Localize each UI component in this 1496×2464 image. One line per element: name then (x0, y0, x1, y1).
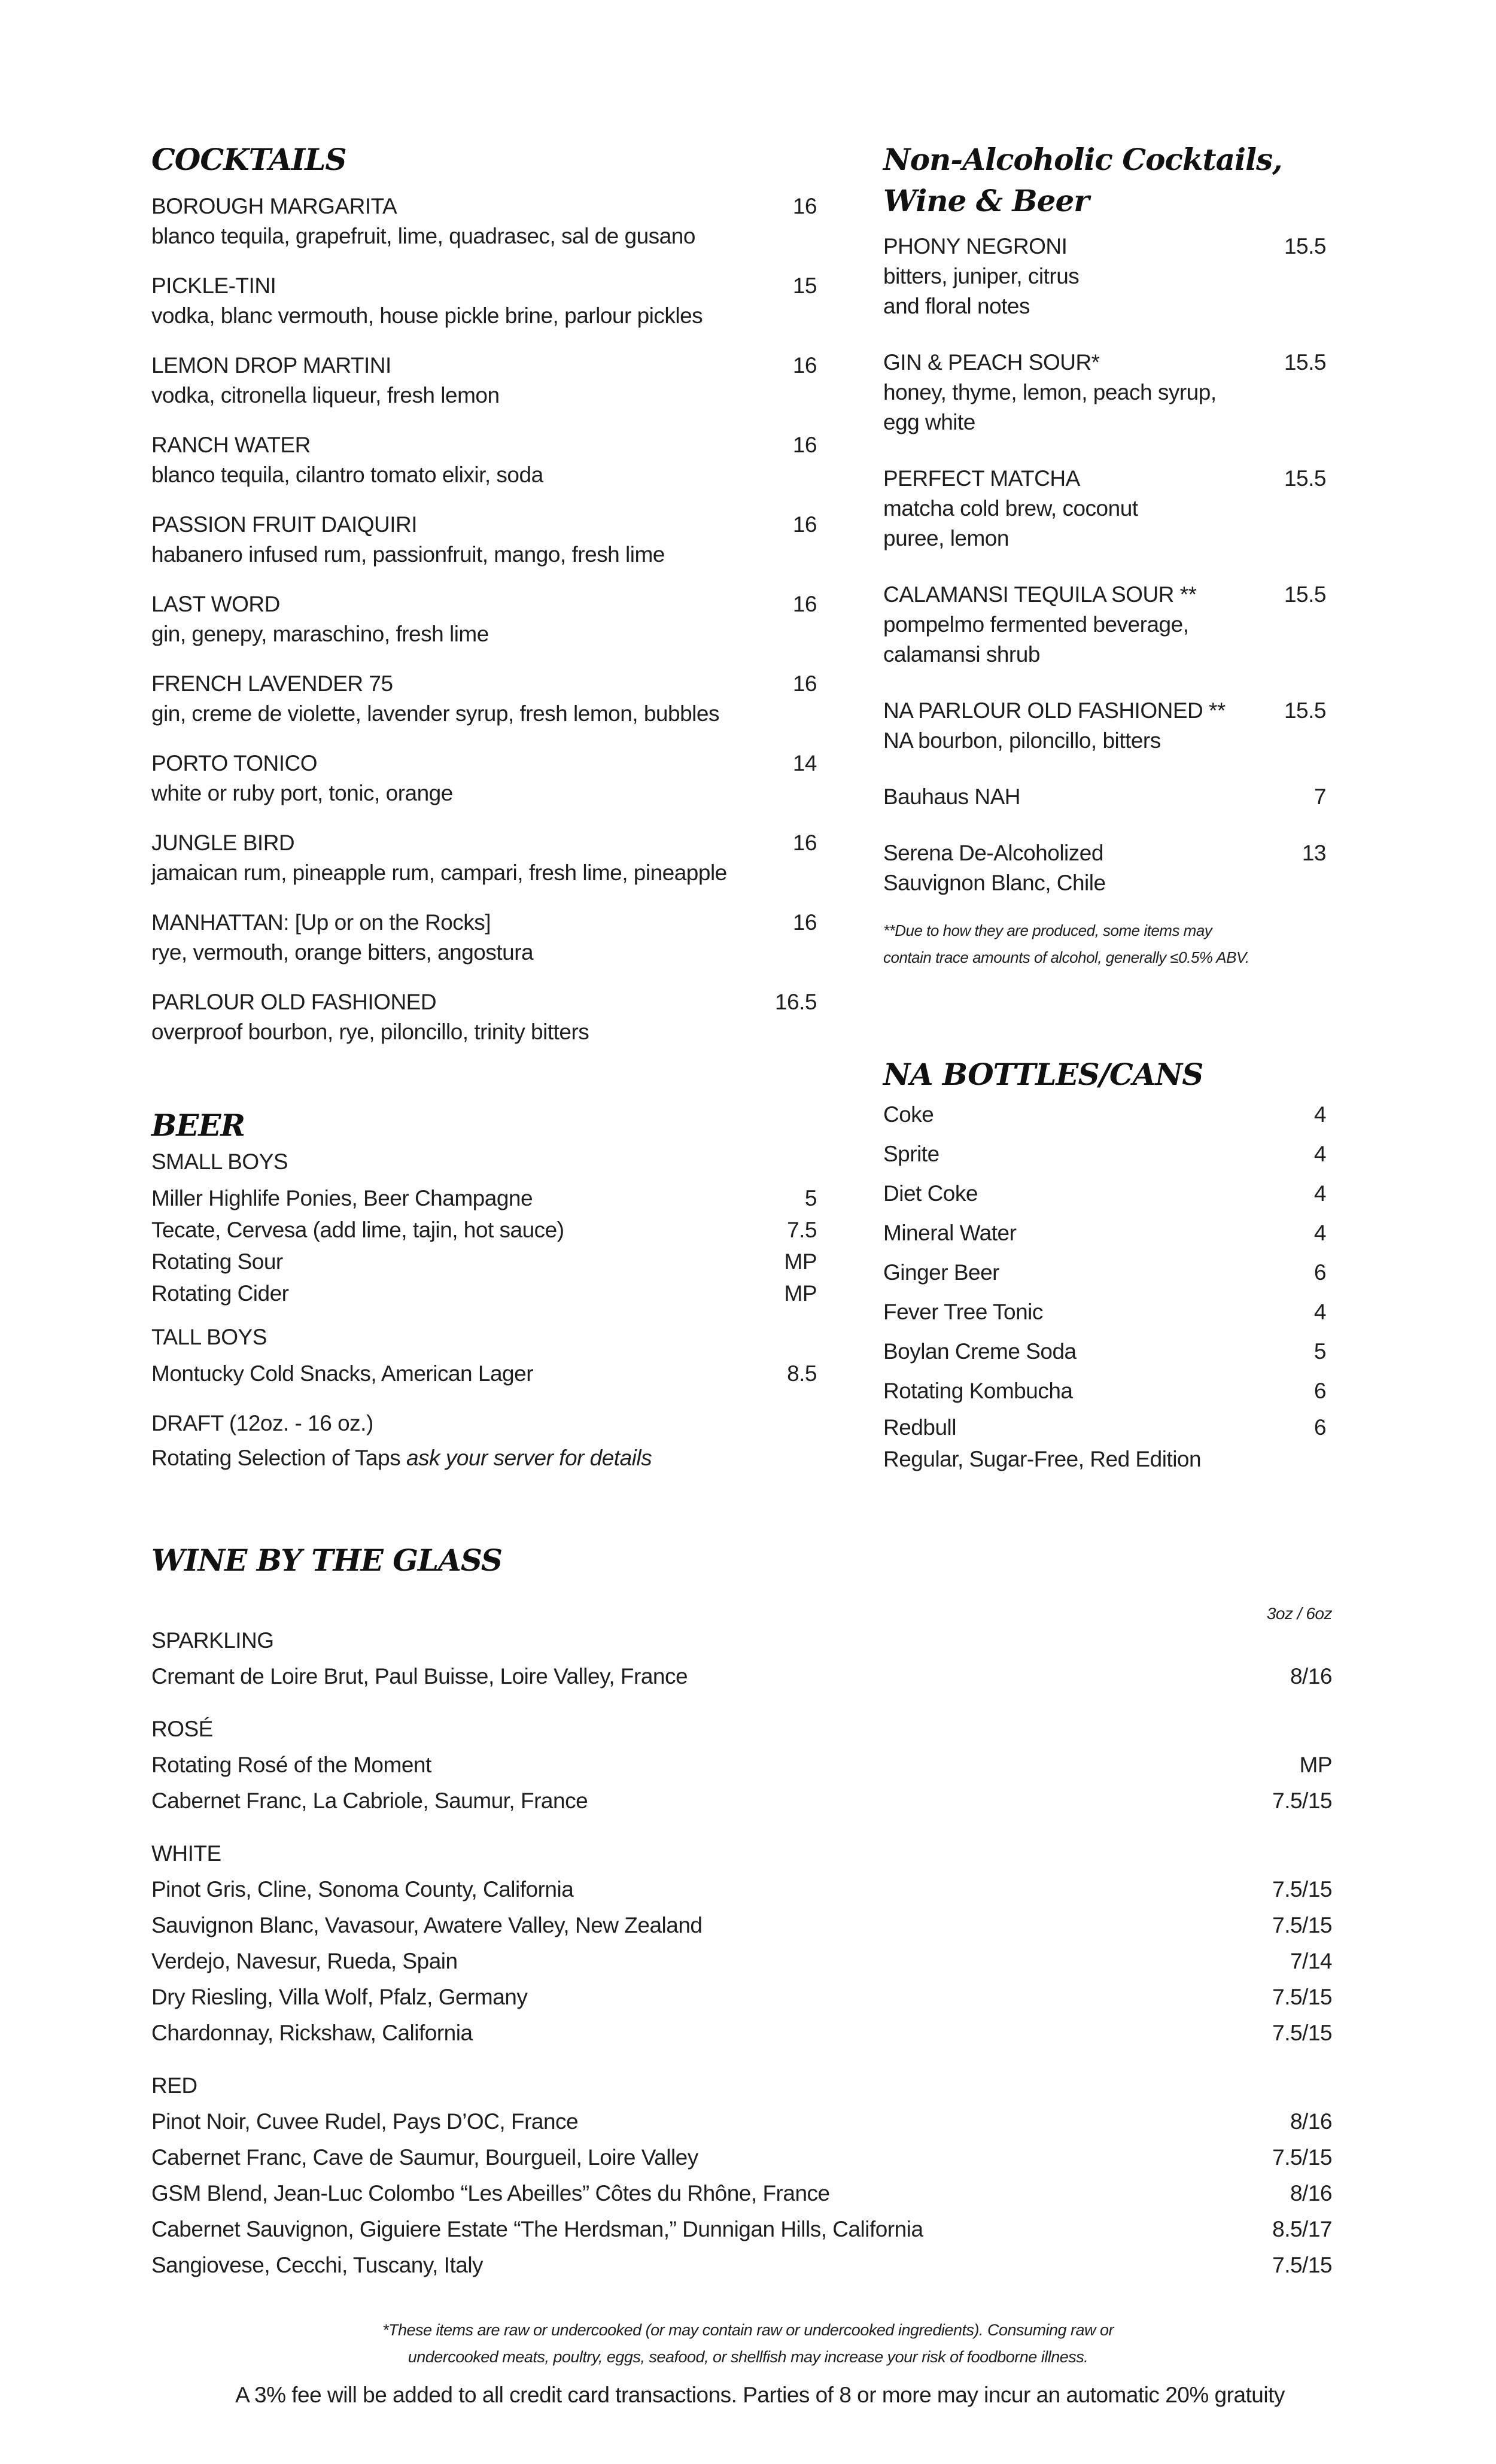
item-name: GSM Blend, Jean-Luc Colombo “Les Abeilles” Côtes du Rhône, France (151, 2181, 830, 2206)
tall-boys-list (151, 1358, 817, 1389)
item-name: Boylan Creme Soda (883, 1339, 1077, 1364)
redbull-options: Regular, Sugar-Free, Red Edition (883, 1447, 1202, 1471)
item-description-line: Sauvignon Blanc, Chile (883, 871, 1106, 895)
cocktail-item (151, 510, 817, 589)
item-description: rye, vermouth, orange bitters, angostura (151, 940, 534, 965)
item-price: 16 (792, 831, 817, 855)
menu-item-row (883, 580, 1326, 610)
item-price: 15.5 (1284, 466, 1326, 491)
item-description: white or ruby port, tonic, orange (151, 781, 453, 805)
item-price: 5 (804, 1186, 817, 1210)
item-description-line: puree, lemon (883, 526, 1009, 550)
heading-line: Wine & Beer (883, 183, 1089, 218)
na-cocktails-section (883, 139, 1326, 971)
item-price: 8/16 (1290, 1664, 1332, 1689)
item-name: GIN & PEACH SOUR* (883, 350, 1100, 375)
tall-boys-label: TALL BOYS (151, 1325, 267, 1349)
item-price: 7 (1313, 784, 1326, 809)
menu-item-row (883, 1213, 1326, 1253)
menu-item-row (151, 2140, 1332, 2176)
cocktail-item (151, 191, 817, 271)
draft-text (151, 1442, 817, 1474)
cocktail-item (151, 589, 817, 669)
na-cocktails-heading (883, 139, 1326, 221)
item-price: 16 (792, 512, 817, 537)
item-name: PERFECT MATCHA (883, 466, 1080, 491)
item-name: FRENCH LAVENDER 75 (151, 671, 393, 696)
item-name: NA PARLOUR OLD FASHIONED ** (883, 698, 1226, 723)
item-name: Sauvignon Blanc, Vavasour, Awatere Valley, New Zealand (151, 1913, 703, 1937)
menu-item-row (151, 1358, 817, 1389)
item-price: 14 (792, 751, 817, 775)
menu-item-row (151, 1747, 1332, 1783)
item-price: 7.5/15 (1272, 2253, 1332, 2277)
item-price: 16 (792, 353, 817, 378)
item-description: blanco tequila, cilantro tomato elixir, soda (151, 463, 543, 487)
item-price: 7.5/15 (1272, 1788, 1332, 1813)
menu-item-row (883, 464, 1326, 494)
menu-item-row (151, 2247, 1332, 2283)
item-name: Cabernet Franc, La Cabriole, Saumur, France (151, 1788, 588, 1813)
warning-line: undercooked meats, poultry, eggs, seafood, or shellfish may increase your risk of foodborne illness. (408, 2348, 1088, 2366)
cocktail-item (151, 351, 817, 430)
item-description-line: honey, thyme, lemon, peach syrup, (883, 380, 1217, 404)
item-description: habanero infused rum, passionfruit, mango, fresh lime (151, 542, 665, 567)
na-cocktail-item (883, 838, 1326, 898)
item-name: PHONY NEGRONI (883, 234, 1068, 258)
item-description-line: and floral notes (883, 294, 1030, 318)
small-boys-label: SMALL BOYS (151, 1149, 288, 1174)
na-cocktail-item (883, 232, 1326, 321)
item-description-line: egg white (883, 410, 975, 434)
item-name: BOROUGH MARGARITA (151, 194, 397, 218)
menu-item-row (151, 669, 817, 699)
cocktail-item (151, 669, 817, 749)
menu-item-row (151, 749, 817, 778)
menu-item-row (883, 232, 1326, 261)
item-name: Rotating Cider (151, 1281, 289, 1306)
item-description: jamaican rum, pineapple rum, campari, fresh lime, pineapple (151, 860, 727, 885)
na-cocktail-item (883, 580, 1326, 670)
item-price: 7.5/15 (1272, 1913, 1332, 1937)
beer-section (151, 1105, 817, 1474)
wine-group (151, 1711, 1332, 1819)
item-name: Fever Tree Tonic (883, 1300, 1043, 1324)
na-cocktails-list (883, 232, 1326, 898)
item-price: 13 (1302, 841, 1326, 865)
item-price: 7.5/15 (1272, 2145, 1332, 2170)
menu-item-row (151, 1246, 817, 1277)
item-name: JUNGLE BIRD (151, 831, 295, 855)
menu-item-row (883, 1411, 1326, 1444)
item-name: Miller Highlife Ponies, Beer Champagne (151, 1186, 533, 1210)
item-price: 7/14 (1290, 1949, 1332, 1973)
item-price: 7.5 (787, 1218, 817, 1242)
na-cocktail-item (883, 348, 1326, 437)
item-name: Sprite (883, 1142, 939, 1166)
item-name: Cremant de Loire Brut, Paul Buisse, Loire Valley, France (151, 1664, 688, 1689)
item-name: Sangiovese, Cecchi, Tuscany, Italy (151, 2253, 484, 2277)
menu-item-row (151, 589, 817, 619)
item-name: RANCH WATER (151, 433, 311, 457)
menu-item-row (883, 838, 1326, 868)
item-name: Montucky Cold Snacks, American Lager (151, 1361, 534, 1386)
menu-item-row (883, 1253, 1326, 1292)
item-name: Serena De-Alcoholized (883, 841, 1103, 865)
menu-item-row (883, 1371, 1326, 1411)
item-price: 15.5 (1284, 350, 1326, 375)
menu-item-row (151, 1783, 1332, 1819)
item-price: 15.5 (1284, 582, 1326, 607)
small-boys-list (151, 1182, 817, 1309)
item-name: Pinot Gris, Cline, Sonoma County, California (151, 1877, 574, 1902)
item-description: blanco tequila, grapefruit, lime, quadrasec, sal de gusano (151, 224, 695, 248)
menu-item-row (151, 1659, 1332, 1695)
item-price: 6 (1313, 1415, 1326, 1440)
note-line: contain trace amounts of alcohol, generally ≤0.5% ABV. (883, 948, 1249, 966)
item-description: gin, creme de violette, lavender syrup, fresh lemon, bubbles (151, 701, 719, 726)
item-price: 16 (792, 194, 817, 218)
heading-line: Non-Alcoholic Cocktails, (883, 142, 1282, 177)
item-name: PORTO TONICO (151, 751, 318, 775)
menu-item-row (151, 2015, 1332, 2051)
item-name: PARLOUR OLD FASHIONED (151, 990, 437, 1014)
item-description: vodka, citronella liqueur, fresh lemon (151, 383, 500, 407)
item-price: 7.5/15 (1272, 1985, 1332, 2009)
item-price: 4 (1313, 1221, 1326, 1245)
cocktail-item (151, 908, 817, 987)
cocktail-item (151, 987, 817, 1067)
item-name: CALAMANSI TEQUILA SOUR ** (883, 582, 1197, 607)
menu-item-row (151, 2176, 1332, 2211)
menu-item-row (151, 1277, 817, 1309)
item-price: 15 (792, 273, 817, 298)
item-price: 4 (1313, 1142, 1326, 1166)
menu-item-row (151, 1943, 1332, 1979)
menu-item-row (883, 348, 1326, 378)
wine-size-label: 3oz / 6oz (1266, 1604, 1332, 1623)
wine-section (151, 1540, 1332, 2300)
item-description-line: pompelmo fermented beverage, (883, 612, 1189, 637)
item-price: 15.5 (1284, 698, 1326, 723)
item-name: Cabernet Sauvignon, Giguiere Estate “The Herdsman,” Dunnigan Hills, California (151, 2217, 923, 2241)
item-price: MP (784, 1281, 817, 1306)
wine-group-label: WHITE (151, 1841, 221, 1866)
menu-item-row (883, 1292, 1326, 1332)
wine-group-label: RED (151, 2073, 197, 2098)
cocktail-item (151, 271, 817, 351)
menu-item-row (151, 1872, 1332, 1908)
wine-heading: WINE BY THE GLASS (151, 1543, 502, 1578)
menu-item-row (151, 1979, 1332, 2015)
cocktails-heading: COCKTAILS (151, 142, 346, 177)
item-price: 5 (1313, 1339, 1326, 1364)
item-description-line: matcha cold brew, coconut (883, 496, 1138, 521)
menu-item-row (151, 271, 817, 301)
item-name: PICKLE-TINI (151, 273, 276, 298)
item-price: MP (1299, 1753, 1332, 1777)
menu-item-row (883, 1332, 1326, 1371)
menu-item-row (151, 987, 817, 1017)
item-name: PASSION FRUIT DAIQUIRI (151, 512, 418, 537)
na-bottles-list (883, 1095, 1326, 1444)
item-name: Cabernet Franc, Cave de Saumur, Bourgueil, Loire Valley (151, 2145, 698, 2170)
item-price: 6 (1313, 1379, 1326, 1403)
item-description-line: calamansi shrub (883, 642, 1040, 667)
menu-item-row (151, 1182, 817, 1214)
item-name: Dry Riesling, Villa Wolf, Pfalz, Germany (151, 1985, 528, 2009)
cocktail-item (151, 828, 817, 908)
item-description: gin, genepy, maraschino, fresh lime (151, 622, 489, 646)
item-price: 15.5 (1284, 234, 1326, 258)
item-name: Mineral Water (883, 1221, 1017, 1245)
item-name: Redbull (883, 1415, 956, 1440)
menu-item-row (151, 1214, 817, 1246)
fee-notice: A 3% fee will be added to all credit card transactions. Parties of 8 or more may incur an automatic 20% gratuity (235, 2383, 1285, 2407)
wine-group (151, 1623, 1332, 1695)
menu-item-row (883, 1174, 1326, 1213)
beer-heading: BEER (151, 1108, 245, 1143)
item-price: 4 (1313, 1300, 1326, 1324)
item-price: 16 (792, 433, 817, 457)
na-cocktail-item (883, 782, 1326, 812)
item-description-line: NA bourbon, piloncillo, bitters (883, 728, 1161, 753)
item-name: Tecate, Cervesa (add lime, tajin, hot sauce) (151, 1218, 564, 1242)
menu-item-row (151, 191, 817, 221)
warning-line: *These items are raw or undercooked (or may contain raw or undercooked ingredients). Consuming raw or (382, 2321, 1114, 2339)
menu-item-row (883, 782, 1326, 812)
menu-item-row (883, 1095, 1326, 1134)
item-name: Verdejo, Navesur, Rueda, Spain (151, 1949, 458, 1973)
item-price: 7.5/15 (1272, 2021, 1332, 2045)
item-price: 16 (792, 910, 817, 935)
cocktail-item (151, 430, 817, 510)
na-cocktail-item (883, 464, 1326, 553)
item-price: 16 (792, 592, 817, 616)
item-price: 6 (1313, 1260, 1326, 1285)
item-name: Diet Coke (883, 1181, 978, 1206)
cocktail-item (151, 749, 817, 828)
draft-note: ask your server for details (406, 1446, 652, 1470)
item-price: 8/16 (1290, 2109, 1332, 2134)
item-price: 8.5 (787, 1361, 817, 1386)
item-price: 4 (1313, 1181, 1326, 1206)
item-price: 16 (792, 671, 817, 696)
menu-item-row (151, 430, 817, 460)
menu-item-row (151, 908, 817, 938)
menu-item-row (151, 510, 817, 540)
item-name: LAST WORD (151, 592, 280, 616)
item-price: 4 (1313, 1102, 1326, 1127)
item-name: Rotating Sour (151, 1249, 283, 1274)
na-bottles-section (883, 1054, 1326, 1477)
menu-item-row (151, 828, 817, 858)
cocktails-section (151, 139, 817, 1067)
item-price: 8.5/17 (1272, 2217, 1332, 2241)
item-name: LEMON DROP MARTINI (151, 353, 391, 378)
wine-group-label: ROSÉ (151, 1717, 213, 1741)
wine-group-label: SPARKLING (151, 1628, 274, 1653)
na-bottles-heading: NA BOTTLES/CANS (883, 1057, 1203, 1092)
item-price: 16.5 (774, 990, 817, 1014)
menu-item-row (151, 2211, 1332, 2247)
item-name: MANHATTAN: [Up or on the Rocks] (151, 910, 491, 935)
note-line: **Due to how they are produced, some items may (883, 921, 1212, 939)
draft-description: Rotating Selection of Taps (151, 1446, 406, 1470)
alcohol-trace-note (883, 917, 1326, 971)
item-description: vodka, blanc vermouth, house pickle brine, parlour pickles (151, 303, 703, 328)
item-name: Bauhaus NAH (883, 784, 1020, 809)
item-name: Chardonnay, Rickshaw, California (151, 2021, 473, 2045)
item-name: Pinot Noir, Cuvee Rudel, Pays D’OC, France (151, 2109, 579, 2134)
raw-food-warning (0, 2317, 1496, 2371)
wine-list (151, 1623, 1332, 2283)
item-description-line: bitters, juniper, citrus (883, 264, 1080, 288)
menu-item-row (883, 696, 1326, 726)
item-name: Rotating Rosé of the Moment (151, 1753, 431, 1777)
draft-label: DRAFT (12oz. - 16 oz.) (151, 1411, 373, 1435)
cocktails-list (151, 191, 817, 1067)
menu-item-row (883, 1134, 1326, 1174)
menu-item-row (151, 1908, 1332, 1943)
item-name: Rotating Kombucha (883, 1379, 1073, 1403)
item-description: overproof bourbon, rye, piloncillo, trinity bitters (151, 1020, 589, 1044)
item-price: MP (784, 1249, 817, 1274)
item-price: 7.5/15 (1272, 1877, 1332, 1902)
menu-item-row (151, 351, 817, 381)
item-price: 8/16 (1290, 2181, 1332, 2206)
wine-group (151, 1836, 1332, 2051)
wine-group (151, 2068, 1332, 2283)
item-name: Coke (883, 1102, 934, 1127)
menu-item-row (151, 2104, 1332, 2140)
item-name: Ginger Beer (883, 1260, 999, 1285)
na-cocktail-item (883, 696, 1326, 756)
